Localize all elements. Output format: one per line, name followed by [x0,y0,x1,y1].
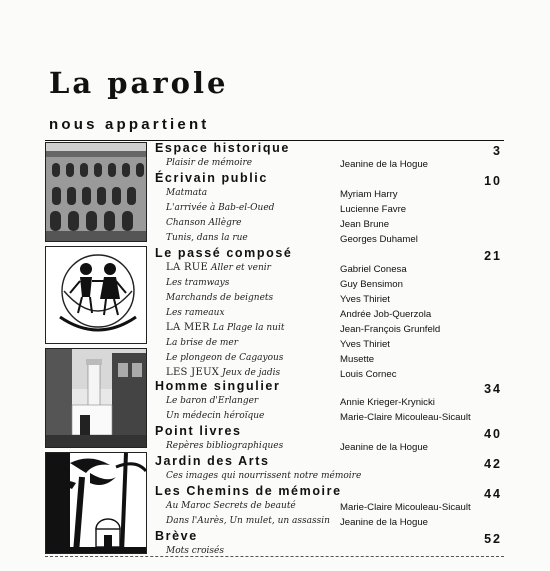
article-title[interactable]: Plaisir de mémoire [166,158,253,168]
article-author: Lucienne Favre [340,204,407,215]
article-author: Yves Thiriet [340,294,390,305]
article-title[interactable] [166,367,280,378]
article-author: Georges Duhamel [340,234,418,245]
section-title[interactable]: Brève [155,529,198,543]
article-author: Jeanine de la Hogue [340,159,429,170]
article-author: Louis Cornec [340,369,397,380]
section-title[interactable]: Homme singulier [155,379,281,393]
section-page-number: 34 [484,382,502,396]
section-page-number: 44 [484,487,502,501]
article-title[interactable]: Ces images qui nourrissent notre mémoire [166,471,362,481]
article-author: Jean-François Grunfeld [340,324,441,335]
article-title[interactable] [166,322,284,333]
section-page-number: 21 [484,249,502,263]
section-page-number: 40 [484,427,502,441]
article-author: Gabriel Conesa [340,264,407,275]
article-author: Yves Thiriet [340,339,390,350]
article-title[interactable]: Matmata [166,188,208,198]
article-title[interactable]: Tunis, dans la rue [166,233,248,243]
article-author: Annie Krieger-Krynicki [340,397,435,408]
section-page-number: 10 [484,174,502,188]
section-page-number: 42 [484,457,502,471]
page-subtitle: nous appartient [49,116,210,133]
section-page-number: 52 [484,532,502,546]
article-author: Jean Brune [340,219,390,230]
article-title[interactable]: Mots croisés [166,546,224,556]
article-title[interactable]: La brise de mer [166,338,239,348]
article-heading: LA MER [166,322,210,333]
section-title[interactable]: Le passé composé [155,246,293,260]
article-subtitle: Jeux de jadis [222,368,281,378]
article-subtitle: Aller et venir [210,263,271,273]
article-heading: LES JEUX [166,367,220,378]
article-title[interactable] [166,262,271,273]
article-title[interactable]: Les tramways [166,278,230,288]
article-author: Guy Bensimon [340,279,403,290]
article-author: Myriam Harry [340,189,398,200]
article-heading: LA RUE [166,262,209,273]
section-page-number: 3 [493,144,502,158]
article-title[interactable]: Les rameaux [166,308,225,318]
article-author: Marie-Claire Micouleau-Sicault [340,502,471,513]
section-title[interactable]: Point livres [155,424,242,438]
bottom-rule [45,556,504,557]
article-title[interactable]: Chanson Allègre [166,218,242,228]
section-title[interactable]: Espace historique [155,141,290,155]
article-title[interactable]: Marchands de beignets [166,293,274,303]
page-title: La parole [49,66,229,100]
article-title[interactable]: Dans l'Aurès, Un mulet, un assassin [166,516,330,526]
article-title[interactable]: L'arrivée à Bab-el-Oued [166,203,275,213]
article-author: Jeanine de la Hogue [340,517,429,528]
article-author: Andrée Job-Querzola [340,309,432,320]
article-author: Musette [340,354,375,365]
article-title[interactable]: Au Maroc Secrets de beauté [166,501,296,511]
article-subtitle: La Plage la nuit [212,323,285,333]
article-title[interactable]: Le baron d'Erlanger [166,396,259,406]
section-title[interactable]: Écrivain public [155,171,268,185]
article-title[interactable]: Le plongeon de Cagayous [166,353,284,363]
article-author: Jeanine de la Hogue [340,442,429,453]
article-title[interactable]: Repères bibliographiques [166,441,284,451]
section-title[interactable]: Les Chemins de mémoire [155,484,342,498]
article-title[interactable]: Un médecin héroïque [166,411,265,421]
section-title[interactable]: Jardin des Arts [155,454,270,468]
article-author: Marie-Claire Micouleau-Sicault [340,412,471,423]
